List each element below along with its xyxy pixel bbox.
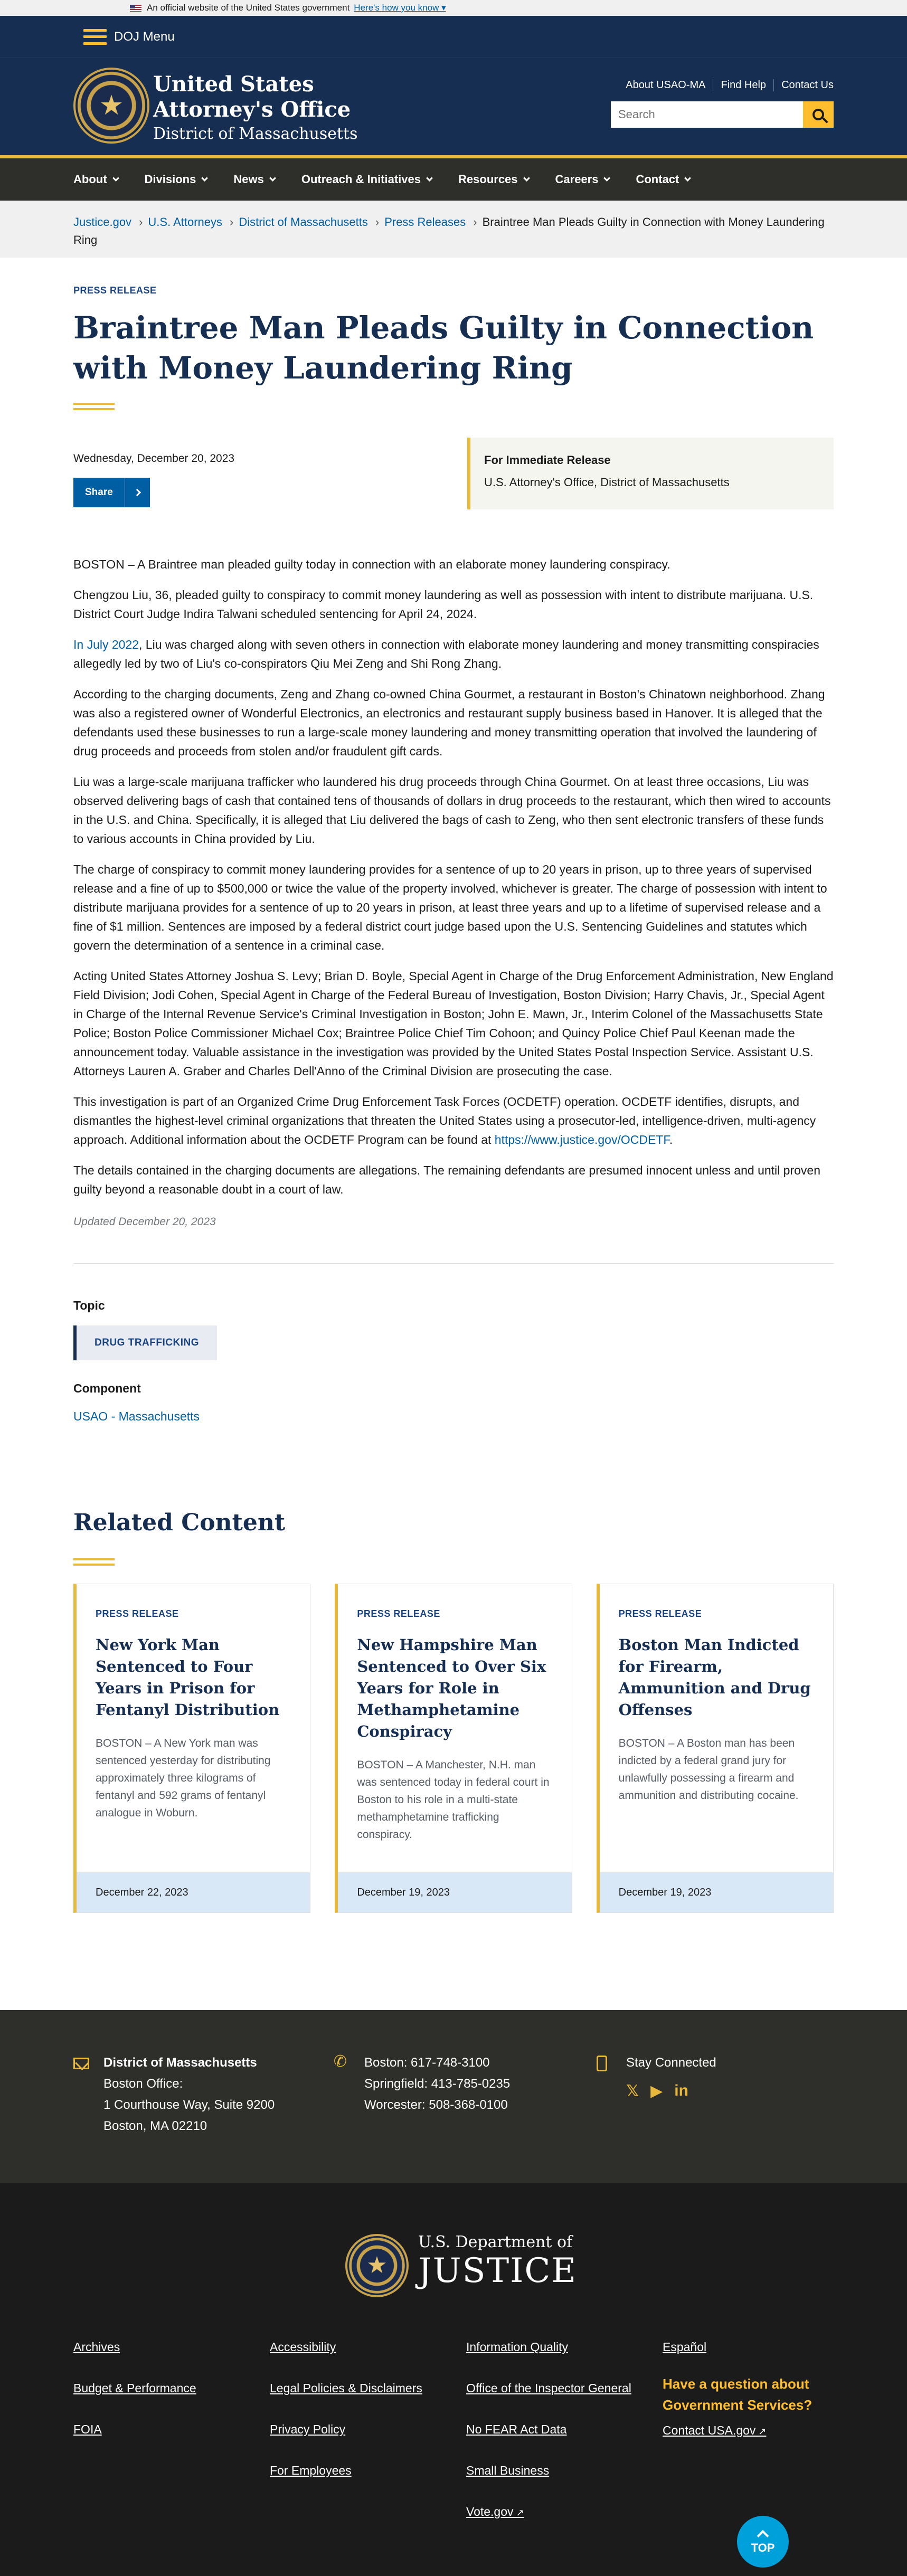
card-text: BOSTON – A Manchester, N.H. man was sentenced today in federal court in Boston to his role in a multi-state methamphetamine trafficking conspiracy. [357,1759,550,1841]
paragraph: Liu was a large-scale marijuana trafficker who laundered his drug proceeds through China Gourmet. On at least three occasions, Liu was observed delivering bags of cash that contained tens of thousands of dollars in drug proceeds to the restaurant, which then wired to accounts in the U.S. and China. Specifically, it is alleged that Liu delivered the bags of cash to Zeng, who then sent electronic transfers of these funds to various accounts in China provided by Liu. [73,775,831,846]
card-text: BOSTON – A Boston man has been indicted by a federal grand jury for unlawfully possessing a firearm and ammunition and distributing cocaine. [618,1737,799,1802]
dept-line1: U.S. Department of [418,2233,573,2251]
article-body [73,555,834,1199]
paragraph: The charge of conspiracy to commit money laundering provides for a sentence of up to 20 years in prison, up to three years of supervised release and a fine of up to $500,000 or twice the value of the property involved, whichever is greater. The charge of possession with intent to distribute marijuana provides for a sentence of up to 20 years in prison, at least three years and up to a lifetime of supervised release and a fine of $1 million. Sentences are imposed by a federal district court judge based upon the U.S. Sentencing Guidelines and statutes which govern the determination of a sentence in a criminal case. [73,863,827,952]
contact-us-link[interactable]: Contact Us [773,79,834,91]
phone-springfield[interactable]: Springfield: 413-785-0235 [364,2077,511,2091]
paragraph-text: This investigation is part of an Organized Crime Drug Enforcement Task Forces (OCDETF) operation. OCDETF identifies, disrupts, and dismantles the highest-level criminal organizations that threaten the United States using a prosecutor-led, intelligence-driven, multi-agency approach. Additional information about the OCDETF Program can be found at [73,1095,816,1147]
component-link[interactable]: USAO - Massachusetts [73,1409,200,1423]
chevron-down-icon [201,175,208,182]
share-button[interactable] [73,478,150,507]
search-form [611,101,834,128]
card-title[interactable]: New Hampshire Man Sentenced to Over Six Years for Role in Methamphetamine Conspiracy [357,1636,546,1740]
hamburger-menu-icon[interactable] [83,29,107,45]
article-meta [73,438,834,509]
footer-link-vote-gov[interactable]: Vote.gov ↗ [466,2502,640,2522]
related-card[interactable] [597,1584,834,1913]
chevron-down-icon [269,175,276,182]
footer-link-no-fear[interactable]: No FEAR Act Data [466,2422,567,2436]
doj-menu-button[interactable]: DOJ Menu [114,29,175,44]
footer-link-inspector-general[interactable]: Office of the Inspector General [466,2381,631,2395]
footer-link-employees[interactable]: For Employees [270,2464,352,2477]
footer-link-archives[interactable]: Archives [73,2340,120,2354]
chevron-right-icon: › [139,215,143,229]
main-nav [0,155,907,201]
about-usao-ma-link[interactable]: About USAO-MA [626,79,706,91]
release-office: U.S. Attorney's Office, District of Massachusetts [484,476,730,489]
office-name-line3: District of Massachusetts [153,125,358,143]
topic-heading: Topic [73,1299,105,1312]
chevron-right-icon: › [375,215,380,229]
paragraph: BOSTON – A Braintree man pleaded guilty today in connection with an elaborate money laundering conspiracy. [73,557,670,571]
chevron-down-icon [604,175,611,182]
heres-how-you-know-link[interactable]: Here's how you know ▾ [354,3,446,13]
nav-news-label: News [233,173,264,186]
district-name: District of Massachusetts [103,2056,257,2070]
share-label: Share [85,487,113,498]
doj-seal-logo[interactable] [345,2234,409,2297]
mail-icon [73,2058,89,2069]
us-flag-icon [130,5,141,12]
related-content-heading: Related Content [73,1509,286,1536]
card-date: December 22, 2023 [77,1872,310,1912]
nav-outreach[interactable] [301,173,432,186]
period: . [669,1133,673,1147]
gov-banner-text: An official website of the United States government [147,3,350,13]
youtube-icon[interactable]: ▶ [650,2082,663,2100]
footer-link-espanol[interactable]: Español [663,2340,707,2354]
contact-band [0,2010,907,2183]
topic-tag-drug-trafficking[interactable]: DRUG TRAFFICKING [73,1325,217,1360]
site-header [0,58,907,155]
article [0,285,907,1913]
footer-col-1 [73,2337,196,2461]
chevron-down-icon [523,175,530,182]
nav-resources[interactable] [458,173,529,186]
card-title[interactable]: New York Man Sentenced to Four Years in Prison for Fentanyl Distribution [96,1636,280,1719]
gov-banner [0,0,907,16]
address-line1: 1 Courthouse Way, Suite 9200 [103,2098,275,2112]
office-name[interactable] [153,72,358,145]
nav-contact-label: Contact [636,173,679,186]
chevron-up-icon [757,2530,769,2542]
office-name-line1: United States [153,72,314,97]
paragraph: According to the charging documents, Zeng and Zhang co-owned China Gourmet, a restaurant in Boston's Chinatown neighborhood. Zhang was also a registered owner of Wonderful Electronics, an electronics and restaurant supply business based in Hanover. It is alleged that the defendants used these businesses to run a large-scale money laundering and money transmitting operation that involved the laundering of drug proceeds and proceeds from stolen and/or fraudulent gift cards. [73,687,825,758]
title-divider [73,403,115,405]
stay-connected: Stay Connected [626,2056,716,2070]
divider [73,1263,834,1264]
nav-about[interactable] [73,173,118,186]
page-title: Braintree Man Pleads Guilty in Connection with Money Laundering Ring [73,310,814,386]
chevron-down-icon [426,175,433,182]
footer-link-accessibility[interactable]: Accessibility [270,2340,336,2354]
related-divider [73,1558,115,1560]
card-eyebrow: PRESS RELEASE [96,1608,179,1619]
paragraph [73,1092,834,1149]
chevron-down-icon [112,175,119,182]
nav-careers-label: Careers [555,173,599,186]
social-links [626,2082,688,2100]
mobile-icon [597,2056,607,2071]
footer-link-privacy[interactable]: Privacy Policy [270,2422,346,2436]
release-title: For Immediate Release [484,453,611,467]
footer-link-budget[interactable]: Budget & Performance [73,2381,196,2395]
footer-link-small-business[interactable]: Small Business [466,2464,550,2477]
card-eyebrow: PRESS RELEASE [357,1608,440,1619]
footer-col-4 [663,2337,837,2463]
address-block [103,2052,275,2137]
back-to-top-button[interactable] [737,2516,789,2568]
dept-line2: JUSTICE [418,2251,578,2290]
breadcrumb [0,201,907,258]
updated-date: Updated December 20, 2023 [73,1216,216,1228]
phone-boston[interactable]: Boston: 617-748-3100 [364,2056,490,2070]
footer-link-foia[interactable]: FOIA [73,2422,102,2436]
usao-seal-logo[interactable] [73,68,149,144]
chevron-right-icon: › [473,215,477,229]
release-box [467,438,834,509]
july-2022-link[interactable]: In July 2022 [73,638,139,651]
related-cards [73,1584,834,1913]
find-help-link[interactable]: Find Help [713,79,773,91]
phone-worcester[interactable]: Worcester: 508-368-0100 [364,2098,508,2112]
paragraph: Acting United States Attorney Joshua S. Levy; Brian D. Boyle, Special Agent in Charge of the Drug Enforcement Administration, New England Field Division; Jodi Cohen, Special Agent in Charge of the Federal Bureau of Investigation, Boston Division; Harry Chavis, Jr., Special Agent in Charge of the Internal Revenue Service's Criminal Investigation in Boston; John E. Mawn, Jr., Interim Colonel of the Massachusetts State Police; Boston Police Commissioner Michael Cox; Braintree Police Chief Tim Cohoon; and Quincy Police Chief Paul Keenan made the announcement today. Valuable assistance in the investigation was provided by the United States Postal Inspection Service. Assistant U.S. Attorneys Lauren A. Graber and Charles Dell'Anno of the Criminal Division are prosecuting the case. [73,969,834,1078]
breadcrumb-us-attorneys[interactable]: U.S. Attorneys [148,215,223,229]
card-title[interactable]: Boston Man Indicted for Firearm, Ammunition and Drug Offenses [618,1636,811,1719]
related-card[interactable] [335,1584,572,1913]
footer-col-3 [466,2337,640,2544]
phone-block [364,2052,510,2116]
nav-careers[interactable] [555,173,610,186]
card-eyebrow: PRESS RELEASE [618,1608,702,1619]
article-date: Wednesday, December 20, 2023 [73,452,235,465]
paragraph [73,635,834,673]
card-date: December 19, 2023 [338,1872,571,1912]
contact-usa-gov-link[interactable]: Contact USA.gov ↗ [663,2421,837,2441]
card-text: BOSTON – A New York man was sentenced yesterday for distributing approximately three kilograms of fentanyl and 592 grams of fentanyl analogue in Woburn. [96,1737,271,1819]
linkedin-icon[interactable]: in [674,2082,688,2099]
related-card[interactable] [73,1584,310,1913]
paragraph-text: , Liu was charged along with seven others in connection with elaborate money laundering and money transmitting conspiracies allegedly led by two of Liu's co-conspirators Qiu Mei Zeng and Shi Rong Zhang. [73,638,819,670]
nav-news[interactable] [233,173,275,186]
chevron-right-icon: › [230,215,234,229]
chevron-right-icon [125,478,150,507]
top-label: TOP [751,2541,775,2554]
phone-icon: ✆ [334,2053,347,2070]
twitter-icon[interactable]: 𝕏 [626,2082,639,2100]
paragraph: The details contained in the charging documents are allegations. The remaining defendants are presumed innocent unless and until proven guilty beyond a reasonable doubt in a court of law. [73,1163,820,1196]
paragraph: Chengzou Liu, 36, pleaded guilty to conspiracy to commit money laundering as well as possession with intent to distribute marijuana. U.S. District Court Judge Indira Talwani scheduled sentencing for April 24, 2024. [73,588,814,621]
doj-menu-bar [0,16,907,58]
breadcrumb-current: Braintree Man Pleads Guilty in Connection with Money Laundering Ring [73,215,825,247]
nav-resources-label: Resources [458,173,518,186]
office-name-line2: Attorney's Office [153,97,351,122]
card-date: December 19, 2023 [600,1872,833,1912]
ocdetf-link[interactable]: https://www.justice.gov/OCDETF [494,1133,669,1147]
footer-link-legal[interactable]: Legal Policies & Disclaimers [270,2381,422,2395]
breadcrumb-justice-gov[interactable]: Justice.gov [73,215,132,229]
header-links [618,79,834,91]
gov-services-question: Have a question about Government Services? [663,2376,812,2413]
nav-contact[interactable] [636,173,690,186]
search-icon [812,109,824,120]
article-eyebrow: PRESS RELEASE [73,285,157,296]
nav-about-label: About [73,173,107,186]
chevron-down-icon [685,175,692,182]
breadcrumb-press-releases[interactable]: Press Releases [384,215,466,229]
breadcrumb-district[interactable]: District of Massachusetts [239,215,368,229]
component-heading: Component [73,1381,141,1395]
search-input[interactable] [611,101,803,128]
footer-link-info-quality[interactable]: Information Quality [466,2340,569,2354]
nav-outreach-label: Outreach & Initiatives [301,173,421,186]
search-button[interactable] [803,101,834,128]
office-label: Boston Office: [103,2077,183,2091]
doj-wordmark[interactable] [418,2233,577,2290]
nav-divisions-label: Divisions [144,173,196,186]
nav-divisions[interactable] [145,173,207,186]
footer-col-2 [270,2337,422,2502]
address-line2: Boston, MA 02210 [103,2119,207,2133]
